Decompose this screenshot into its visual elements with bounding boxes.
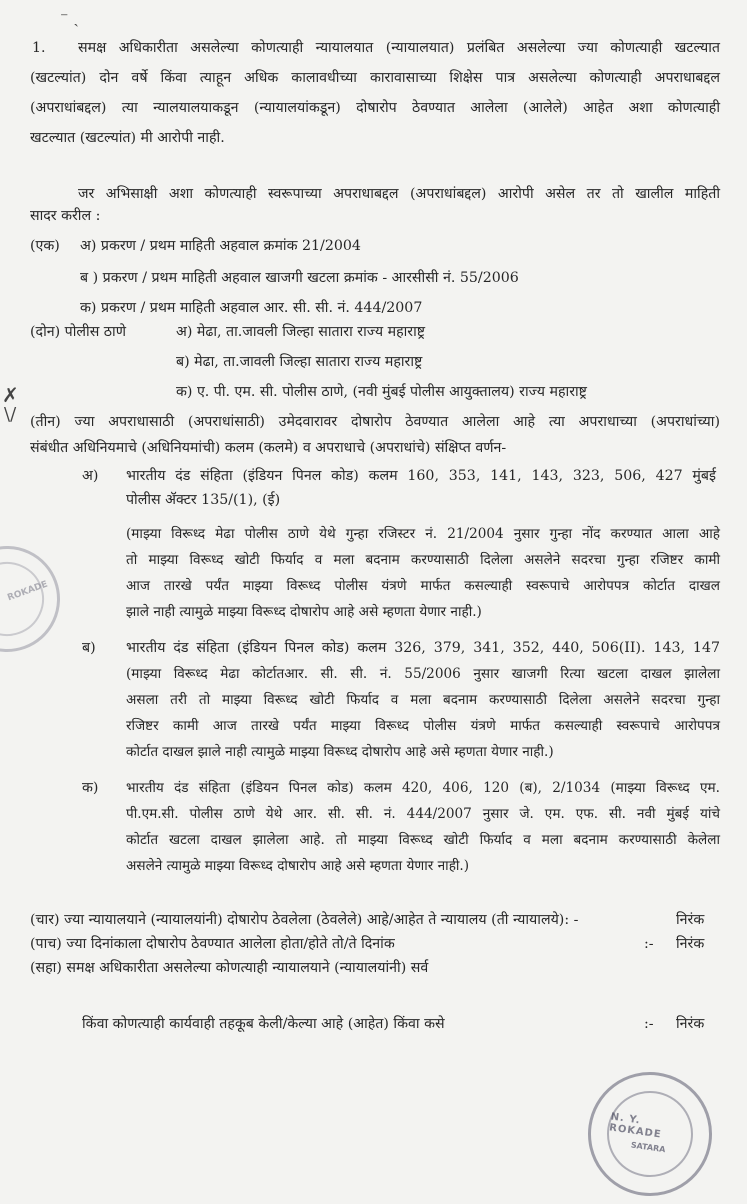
item-don-k: क) ए. पी. एम. सी. पोलीस ठाणे, (नवी मुंबई पोलीस आयुक्तालय) राज्य महाराष्ट्र <box>176 384 587 400</box>
sub-a-line: (माझ्या विरूध्द मेढा पोलीस ठाणे येथे गुन्हा रजिस्टर नं. 21/2004 नुसार गुन्हा नोंद करण्यात आला आहे <box>126 526 720 542</box>
pen-check-mark: \/ <box>4 404 17 425</box>
pen-check-mark: ✗ <box>2 383 19 407</box>
sub-k-line: असलेने त्यामुळे माझ्या विरूध्द दोषारोप आहे असे म्हणता येणार नाही.) <box>126 858 470 874</box>
item-pach-text: (पाच) ज्या दिनांकाला दोषारोप ठेवण्यात आलेला होता/होते तो/ते दिनांक <box>30 936 395 952</box>
stamp-place: SATARA <box>630 1140 667 1154</box>
intro-line: सादर करील : <box>30 208 101 224</box>
para1-line: खटल्यात (खटल्यांत) मी आरोपी नाही. <box>30 130 225 146</box>
sub-b-marker: ब) <box>82 640 96 656</box>
sub-k-line: भारतीय दंड संहिता (इंडियन पिनल कोड) कलम 420, 406, 120 (ब), 2/1034 (माझ्या विरूध्द एम. <box>126 780 720 796</box>
left-stamp-text: ROKADE <box>6 579 50 604</box>
item-char-value: निरंक <box>676 912 705 928</box>
pen-mark-top: ⁻ ˎ <box>60 8 79 27</box>
item-pach-sep: :- <box>644 936 654 952</box>
sub-k-line: कोर्टात खटला दाखल झालेला आहे. तो माझ्या विरूध्द खोटी फिर्याद व मला बदनाम करण्यासाठी केलेला <box>126 832 720 848</box>
sub-a-line: पोलीस ॲक्टर 135/(1), (ई) <box>126 492 281 508</box>
item-don-a: अ) मेढा, ता.जावली जिल्हा सातारा राज्य महाराष्ट्र <box>176 324 426 340</box>
para1-line: (खटल्यांत) दोन वर्षे किंवा त्याहून अधिक कालावधीच्या कारावासाच्या शिक्षेस पात्र असलेल्या कोणत्याही अपराधाबद्दल <box>30 70 720 86</box>
item-don-label: (दोन) पोलीस ठाणे <box>30 324 126 340</box>
sub-b-line: रजिष्टर कामी आज तारखे पर्यंत माझ्या विरूध्द पोलीस यंत्रणे मार्फत कसल्याही स्वरूपाचे आरोपपत्र <box>126 718 720 734</box>
sub-a-marker: अ) <box>82 468 99 484</box>
item-don-b: ब) मेढा, ता.जावली जिल्हा सातारा राज्य महाराष्ट्र <box>176 354 423 370</box>
sub-a-line: भारतीय दंड संहिता (इंडियन पिनल कोड) कलम 160, 353, 141, 143, 323, 506, 427 मुंबई <box>126 468 716 484</box>
sub-b-line: भारतीय दंड संहिता (इंडियन पिनल कोड) कलम 326, 379, 341, 352, 440, 506(II). 143, 147 <box>126 640 720 656</box>
left-partial-stamp <box>0 531 75 667</box>
item-ek-a: अ) प्रकरण / प्रथम माहिती अहवाल क्रमांक 21/2004 <box>80 238 361 254</box>
item-saha-line: (सहा) समक्ष अधिकारीता असलेल्या कोणत्याही न्यायालयाने (न्यायालयांनी) सर्व <box>30 960 429 976</box>
item-char-text: (चार) ज्या न्यायालयाने (न्यायालयांनी) दोषारोप ठेवलेला (ठेवलेले) आहे/आहेत ते न्यायालय (ती न्यायालये): - <box>30 912 579 928</box>
sub-k-line: पी.एम.सी. पोलीस ठाणे येथे आर. सी. सी. नं. 444/2007 नुसार जे. एम. एफ. सी. नवी मुंबई यांचे <box>126 806 720 822</box>
item-saha-line: किंवा कोणत्याही कार्यवाही तहकूब केली/केल्या आहे (आहेत) किंवा कसे <box>82 1016 445 1032</box>
para1-number: 1. <box>32 40 46 56</box>
para1-line: (अपराधांबद्दल) त्या न्यालयालयाकडून (न्यायालयांकडून) दोषारोप ठेवण्यात आलेला (आलेले) आहेत अशा कोणत्याही <box>30 100 720 116</box>
para1-line: समक्ष अधिकारीता असलेल्या कोणत्याही न्यायालयात (न्यायालयात) प्रलंबित असलेल्या ज्या कोणत्याही खटल्यात <box>78 40 720 56</box>
sub-a-line: तो माझ्या विरूध्द खोटी फिर्याद व मला बदनाम करण्यासाठी दिलेला असलेने सदरचा गुन्हा रजिष्टर कामी <box>126 552 720 568</box>
item-pach-value: निरंक <box>676 936 705 952</box>
item-saha-sep: :- <box>644 1016 654 1032</box>
sub-a-line: आज तारखे पर्यंत माझ्या विरूध्द पोलीस यंत्रणे मार्फत कसल्याही स्वरूपाचे आरोपपत्र कोर्टात दाखल <box>126 578 720 594</box>
sub-a-line: झाले नाही त्यामुळे माझ्या विरूध्द दोषारोप आहे असे म्हणता येणार नाही.) <box>126 604 482 620</box>
item-teen-line: संबंधीत अधिनियमाचे (अधिनियमांची) कलम (कलमे) व अपराधाचे (अपराधांचे) संक्षिप्त वर्णन- <box>30 440 507 456</box>
sub-b-line: (माझ्या विरूध्द मेढा कोर्टातआर. सी. सी. नं. 55/2006 नुसार खाजगी रित्या खटला दाखल झालेला <box>126 666 720 682</box>
stamp-name: N. Y. ROKADE <box>608 1110 663 1141</box>
intro-line: जर अभिसाक्षी अशा कोणत्याही स्वरूपाच्या अपराधाबद्दल (अपराधांबद्दल) आरोपी असेल तर तो खालील माहिती <box>78 186 720 202</box>
sub-b-line: असला तरी तो माझ्या विरूध्द खोटी फिर्याद व मला बदनाम करण्यासाठी दिलेला असलेने सदरचा गुन्हा <box>126 692 720 708</box>
item-ek-k: क) प्रकरण / प्रथम माहिती अहवाल आर. सी. सी. नं. 444/2007 <box>80 300 423 316</box>
item-saha-value: निरंक <box>676 1016 705 1032</box>
item-ek-label: (एक) <box>30 238 60 254</box>
round-seal-stamp <box>580 1064 720 1204</box>
item-teen-line: (तीन) ज्या अपराधासाठी (अपराधांसाठी) उमेदवारावर दोषारोप ठेवण्यात आलेला आहे त्या अपराधाच्या (अपराधांच्या) <box>30 414 720 430</box>
sub-k-marker: क) <box>82 780 99 796</box>
sub-b-line: कोर्टात दाखल झाले नाही त्यामुळे माझ्या विरूध्द दोषारोप आहे असे म्हणता येणार नाही.) <box>126 744 554 760</box>
item-ek-b: ब ) प्रकरण / प्रथम माहिती अहवाल खाजगी खटला क्रमांक - आरसीसी नं. 55/2006 <box>80 270 519 286</box>
